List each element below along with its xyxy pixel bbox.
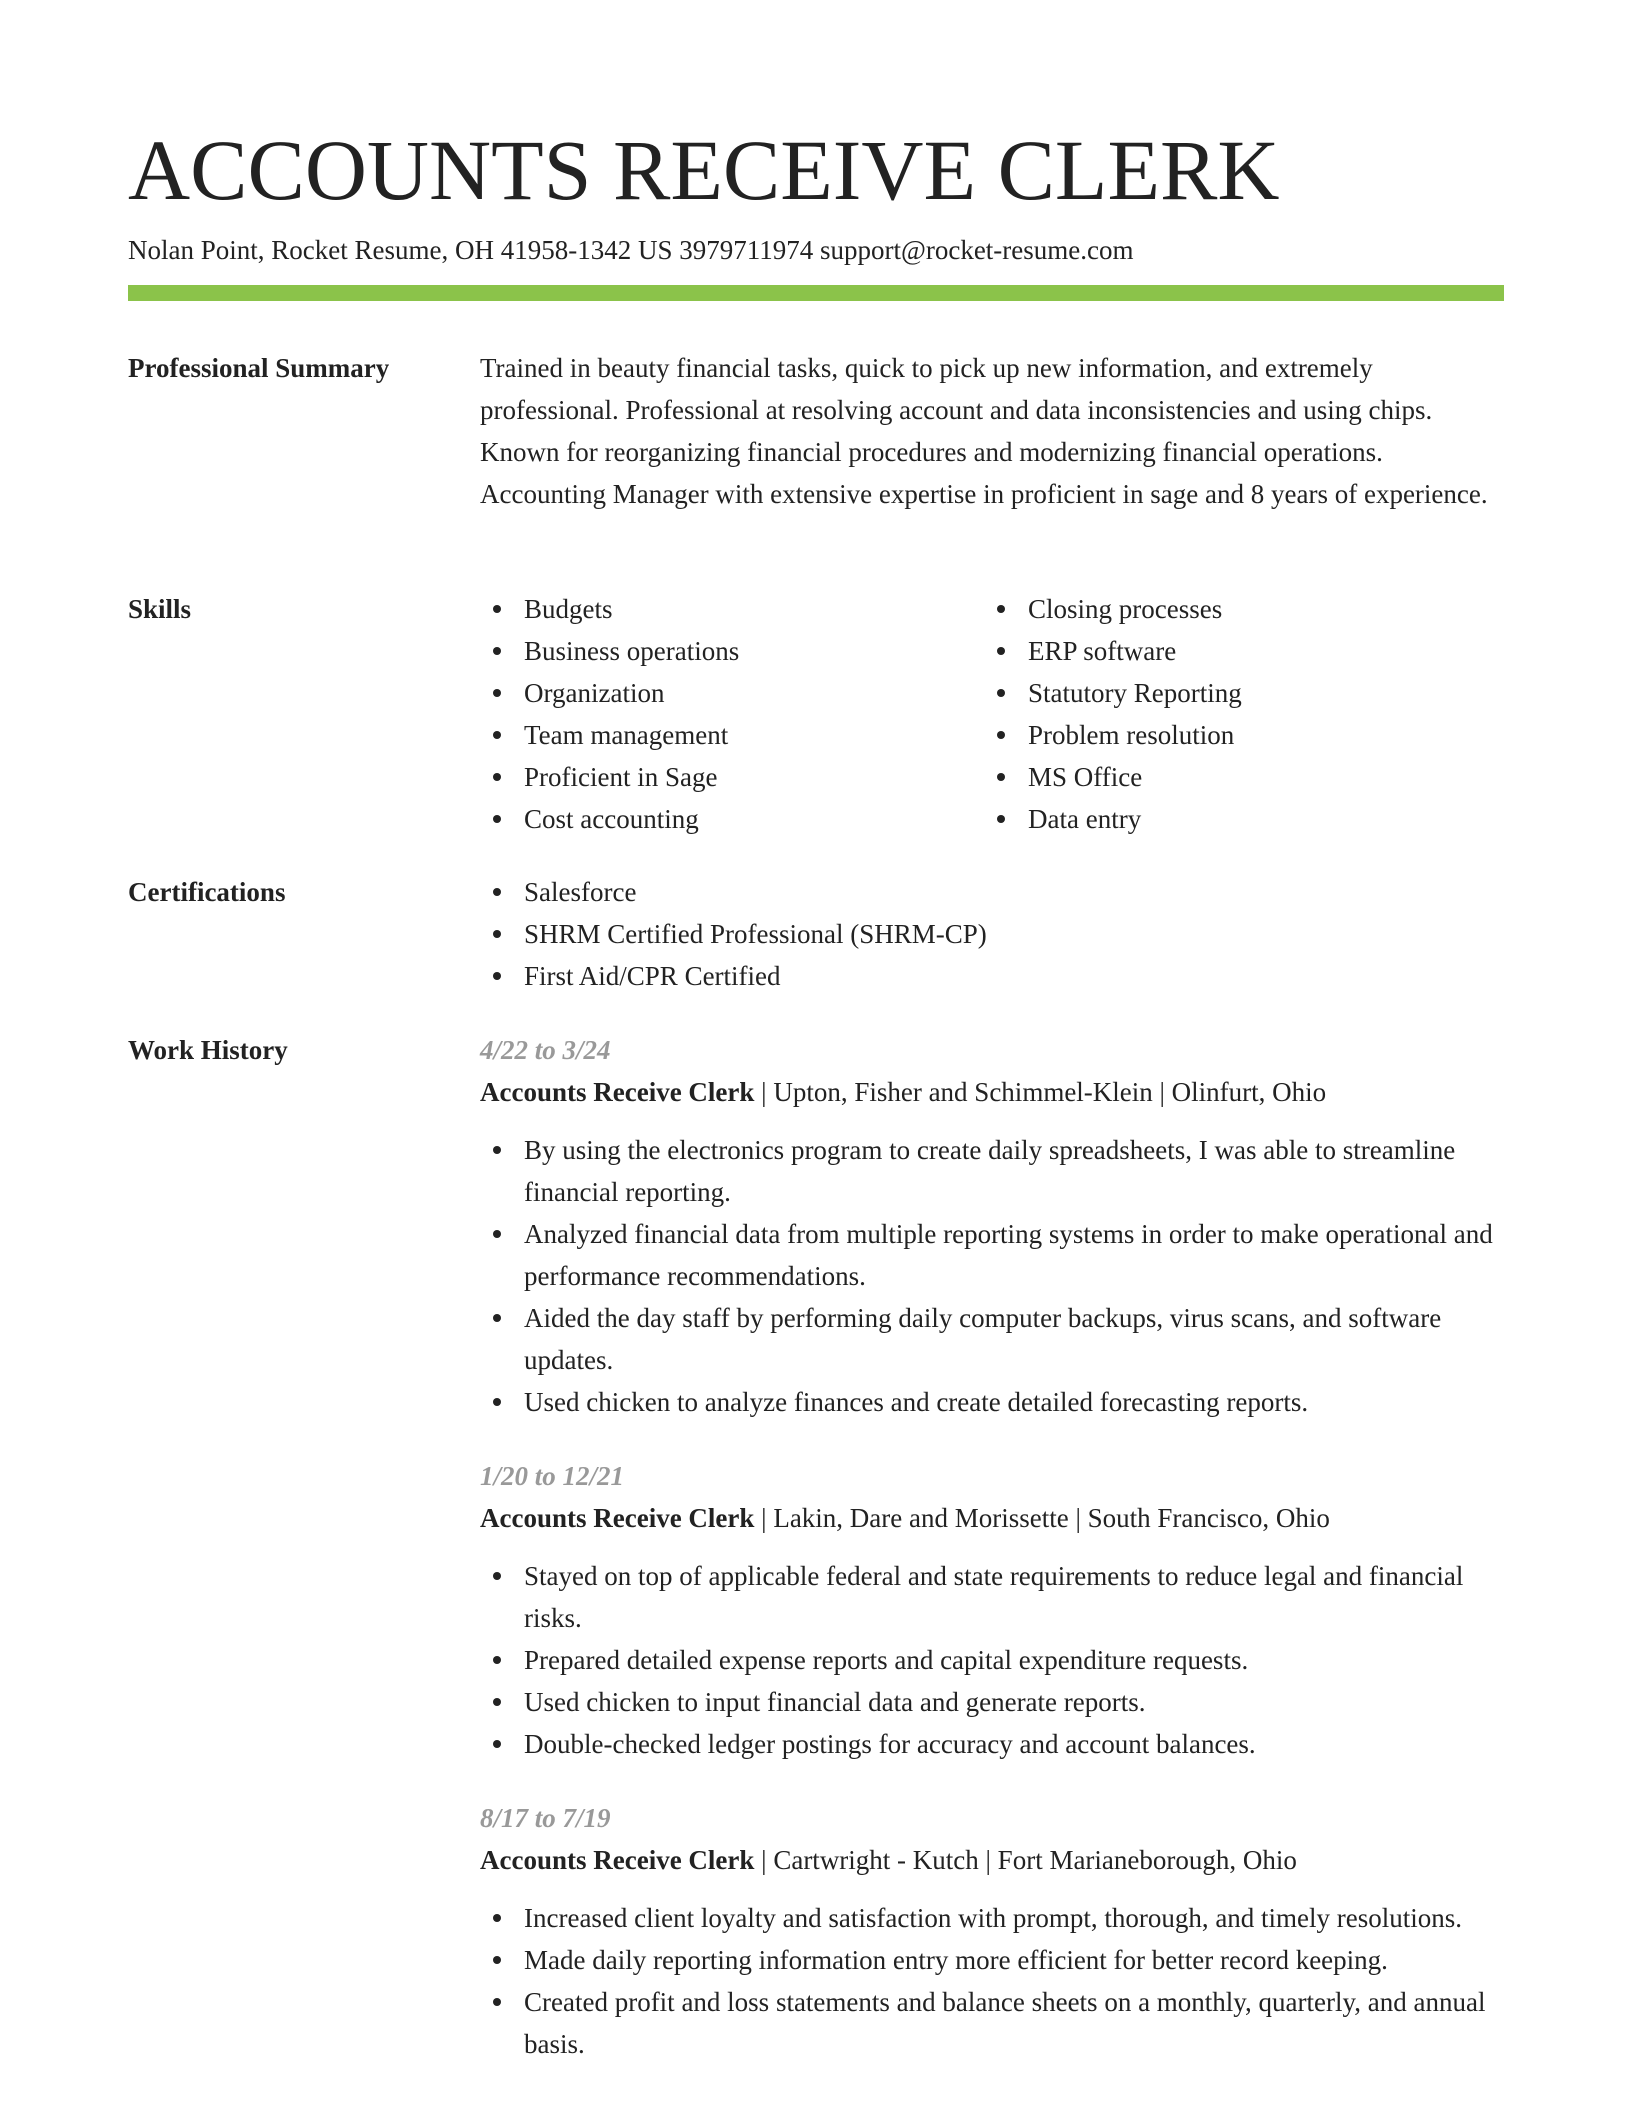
skill-item: Organization <box>480 672 984 714</box>
job-heading <box>480 1497 1504 1539</box>
certification-item: SHRM Certified Professional (SHRM-CP) <box>480 913 1504 955</box>
job-details: | Upton, Fisher and Schimmel-Klein | Olinfurt, Ohio <box>754 1077 1327 1107</box>
certifications-label: Certifications <box>128 877 286 907</box>
job-bullet: Increased client loyalty and satisfaction with prompt, thorough, and timely resolutions. <box>480 1897 1504 1939</box>
skill-item: MS Office <box>984 756 1488 798</box>
skill-item: Data entry <box>984 798 1488 840</box>
job-bullet: Stayed on top of applicable federal and state requirements to reduce legal and financial risks. <box>480 1555 1504 1639</box>
certifications-list <box>480 871 1504 997</box>
job-heading <box>480 1839 1504 1881</box>
skills-list-col2 <box>984 588 1488 840</box>
job-dates: 4/22 to 3/24 <box>480 1035 611 1065</box>
job-bullet: Created profit and loss statements and balance sheets on a monthly, quarterly, and annual basis. <box>480 1981 1504 2065</box>
job-bullet: Aided the day staff by performing daily computer backups, virus scans, and software updates. <box>480 1297 1504 1381</box>
skill-item: Proficient in Sage <box>480 756 984 798</box>
skills-list-col1 <box>480 588 984 840</box>
job-bullet: Used chicken to analyze finances and create detailed forecasting reports. <box>480 1381 1504 1423</box>
job-bullet: Prepared detailed expense reports and capital expenditure requests. <box>480 1639 1504 1681</box>
contact-line <box>128 230 1134 270</box>
summary-label: Professional Summary <box>128 353 390 383</box>
skills-body <box>480 588 1504 840</box>
job-bullet: Used chicken to input financial data and generate reports. <box>480 1681 1504 1723</box>
job-title: Accounts Receive Clerk <box>480 1845 755 1875</box>
job-bullet-list <box>480 1129 1504 1423</box>
job-title: Accounts Receive Clerk <box>480 1077 755 1107</box>
contact-email: support@rocket-resume.com <box>819 235 1134 265</box>
skill-item: Business operations <box>480 630 984 672</box>
job-title: Accounts Receive Clerk <box>480 1503 755 1533</box>
work-history-label: Work History <box>128 1035 288 1065</box>
job-bullet: Double-checked ledger postings for accuracy and account balances. <box>480 1723 1504 1765</box>
job-heading <box>480 1071 1504 1113</box>
job-entry <box>480 1797 1504 2065</box>
summary-body <box>480 347 1504 515</box>
skill-item: Problem resolution <box>984 714 1488 756</box>
certification-item: Salesforce <box>480 871 1504 913</box>
work-history-body <box>480 1029 1504 2097</box>
job-details: | Lakin, Dare and Morissette | South Francisco, Ohio <box>754 1503 1330 1533</box>
contact-phone: 3979711974 <box>679 235 814 265</box>
skill-item: Cost accounting <box>480 798 984 840</box>
skill-item: Team management <box>480 714 984 756</box>
job-bullet: Analyzed financial data from multiple reporting systems in order to make operational and performance recommendations. <box>480 1213 1504 1297</box>
header-divider <box>128 285 1504 301</box>
job-bullet: By using the electronics program to create daily spreadsheets, I was able to streamline financial reporting. <box>480 1129 1504 1213</box>
job-entry <box>480 1029 1504 1423</box>
summary-text: Trained in beauty financial tasks, quick to pick up new information, and extremely professional. Professional at resolving account and data inconsistencies and using chips. Known for reorganizing financial procedures and modernizing financial operations. Accounting Manager with extensive expertise in proficient in sage and 8 years of experience. <box>480 353 1488 509</box>
job-bullet: Made daily reporting information entry more efficient for better record keeping. <box>480 1939 1504 1981</box>
certifications-body <box>480 871 1504 997</box>
certification-item: First Aid/CPR Certified <box>480 955 1504 997</box>
job-entry <box>480 1455 1504 1765</box>
skills-label: Skills <box>128 594 192 624</box>
job-dates: 8/17 to 7/19 <box>480 1803 611 1833</box>
skill-item: Budgets <box>480 588 984 630</box>
job-bullet-list <box>480 1897 1504 2065</box>
job-dates: 1/20 to 12/21 <box>480 1461 625 1491</box>
resume-name-heading: ACCOUNTS RECEIVE CLERK <box>128 122 1280 218</box>
skill-item: Statutory Reporting <box>984 672 1488 714</box>
skill-item: Closing processes <box>984 588 1488 630</box>
skill-item: ERP software <box>984 630 1488 672</box>
contact-address: Nolan Point, Rocket Resume, OH 41958-1342 US <box>128 235 673 265</box>
job-bullet-list <box>480 1555 1504 1765</box>
job-details: | Cartwright - Kutch | Fort Marianeborough, Ohio <box>754 1845 1297 1875</box>
